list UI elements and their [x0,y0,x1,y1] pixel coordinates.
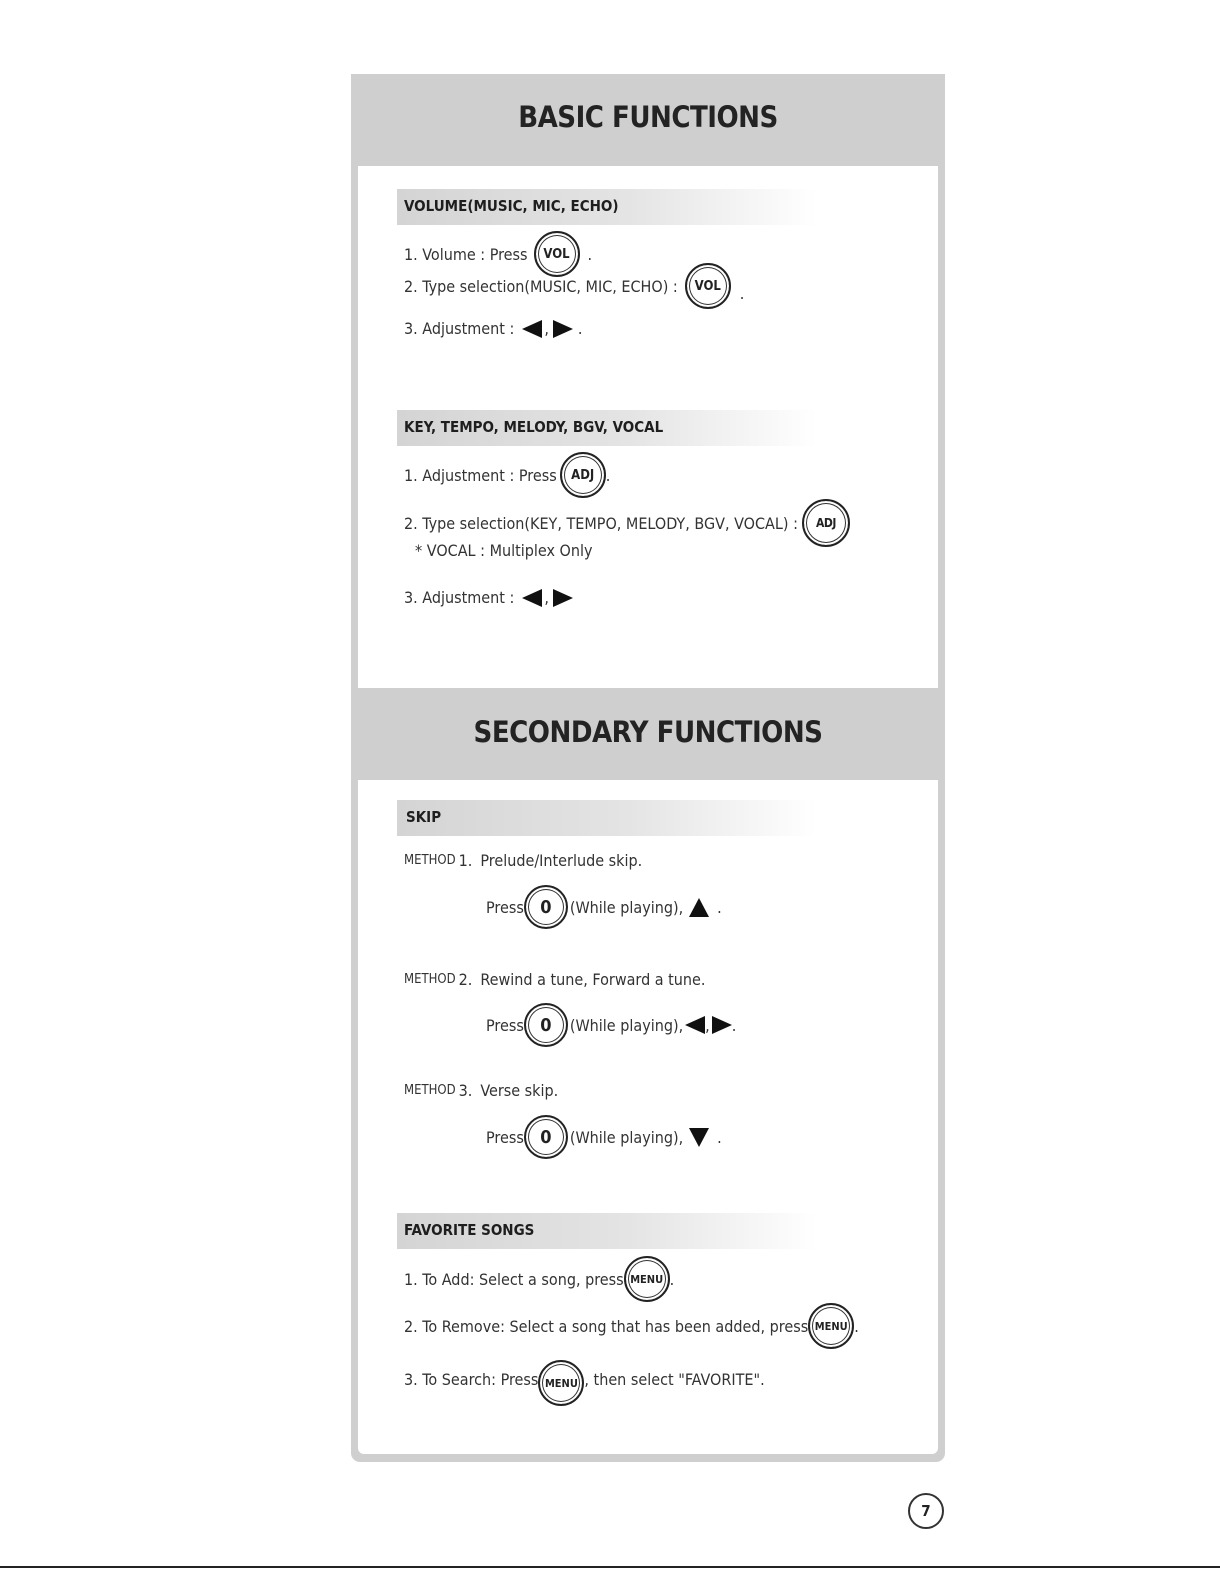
favorite-step-1-text: 1. To Add: Select a song, press [404,1269,624,1289]
menu-button-icon: MENU [624,1256,670,1302]
volume-step-3-dot: . [577,319,583,338]
method-2-text: Rewind a tune, Forward a tune. [480,970,706,989]
zero-button-icon: 0 [524,1115,568,1159]
menu-button-icon: MENU [808,1303,854,1349]
favorite-step-1-dot: . [669,1269,675,1289]
favorite-step-3-suffix: , then select "FAVORITE". [584,1369,765,1389]
up-arrow-icon [689,898,709,917]
adjust-step-3-text: 3. Adjustment : [404,588,515,607]
vol-button-icon: VOL [685,263,731,309]
down-arrow-icon [689,1128,709,1147]
method-label: METHOD [404,1083,456,1098]
adjust-step-1-text: 1. Adjustment : Press [404,465,557,485]
skip-method-3 [404,1081,558,1100]
method-1-dot: . [717,897,722,917]
left-arrow-icon [522,320,542,338]
right-arrow-icon [712,1016,732,1034]
volume-step-2-dot: . [739,283,745,303]
volume-step-3-text: 3. Adjustment : [404,319,515,338]
adjust-step-3-comma: , [544,588,549,607]
method-2-dot: . [731,1015,737,1035]
zero-button-icon: 0 [524,1003,568,1047]
bottom-rule [0,1566,1220,1568]
right-arrow-icon [553,320,573,338]
while-playing-text: (While playing), [569,897,684,917]
press-text: Press [486,1015,524,1035]
secondary-functions-title: SECONDARY FUNCTIONS [473,715,823,749]
adjust-step-1 [404,452,610,498]
volume-step-2 [404,263,744,309]
method-2-number: 2. [458,970,473,989]
method-1-text: Prelude/Interlude skip. [480,851,643,870]
skip-method-1 [404,851,642,870]
favorite-step-2-text: 2. To Remove: Select a song that has been added, press [404,1316,809,1336]
while-playing-text: (While playing), [569,1127,684,1147]
page-number: 7 [908,1493,944,1529]
adjust-header-label: KEY, TEMPO, MELODY, BGV, VOCAL [404,418,664,436]
adj-button-icon: ADJ [560,452,606,498]
basic-functions-title: BASIC FUNCTIONS [518,100,778,134]
favorite-step-3 [404,1352,765,1406]
left-arrow-icon [685,1016,705,1034]
adjust-section-header [397,410,817,446]
favorite-header-label: FAVORITE SONGS [404,1221,535,1239]
method-label: METHOD [404,972,456,987]
menu-button-icon: MENU [538,1360,584,1406]
method-3-number: 3. [458,1081,473,1100]
favorite-step-3-text: 3. To Search: Press [404,1369,539,1389]
method-2-comma: , [705,1015,710,1035]
volume-step-3 [404,319,583,338]
adj-button-icon: ADJ [802,499,850,547]
favorite-step-2 [404,1303,859,1349]
adjust-step-1-dot: . [605,465,611,485]
skip-method-1-instruction [486,885,722,929]
left-arrow-icon [522,589,542,607]
favorite-step-2-dot: . [854,1316,859,1336]
skip-method-3-instruction [486,1115,722,1159]
volume-section-header [397,189,817,225]
press-text: Press [486,897,524,917]
favorite-step-1 [404,1256,674,1302]
vol-button-icon: VOL [534,231,580,277]
favorite-section-header [397,1213,817,1249]
volume-step-3-comma: , [544,319,549,338]
volume-step-1-dot: . [587,244,593,264]
right-arrow-icon [553,589,573,607]
volume-step-2-text: 2. Type selection(MUSIC, MIC, ECHO) : [404,276,678,296]
method-1-number: 1. [458,851,473,870]
method-3-dot: . [717,1127,722,1147]
adjust-step-3 [404,588,573,607]
press-text: Press [486,1127,524,1147]
method-3-text: Verse skip. [480,1081,559,1100]
vocal-note-text: * VOCAL : Multiplex Only [415,541,593,560]
adjust-step-2 [404,499,850,547]
skip-method-2 [404,970,705,989]
skip-method-2-instruction [486,1003,736,1047]
zero-button-icon: 0 [524,885,568,929]
skip-section-header [397,800,817,836]
adjust-step-2-text: 2. Type selection(KEY, TEMPO, MELODY, BGV, VOCAL) : [404,513,798,533]
volume-step-1-text: 1. Volume : Press [404,244,528,264]
while-playing-text: (While playing), [569,1015,684,1035]
volume-header-label: VOLUME(MUSIC, MIC, ECHO) [404,197,619,215]
method-label: METHOD [404,853,456,868]
skip-header-label: SKIP [406,808,442,826]
vocal-note [415,541,593,560]
